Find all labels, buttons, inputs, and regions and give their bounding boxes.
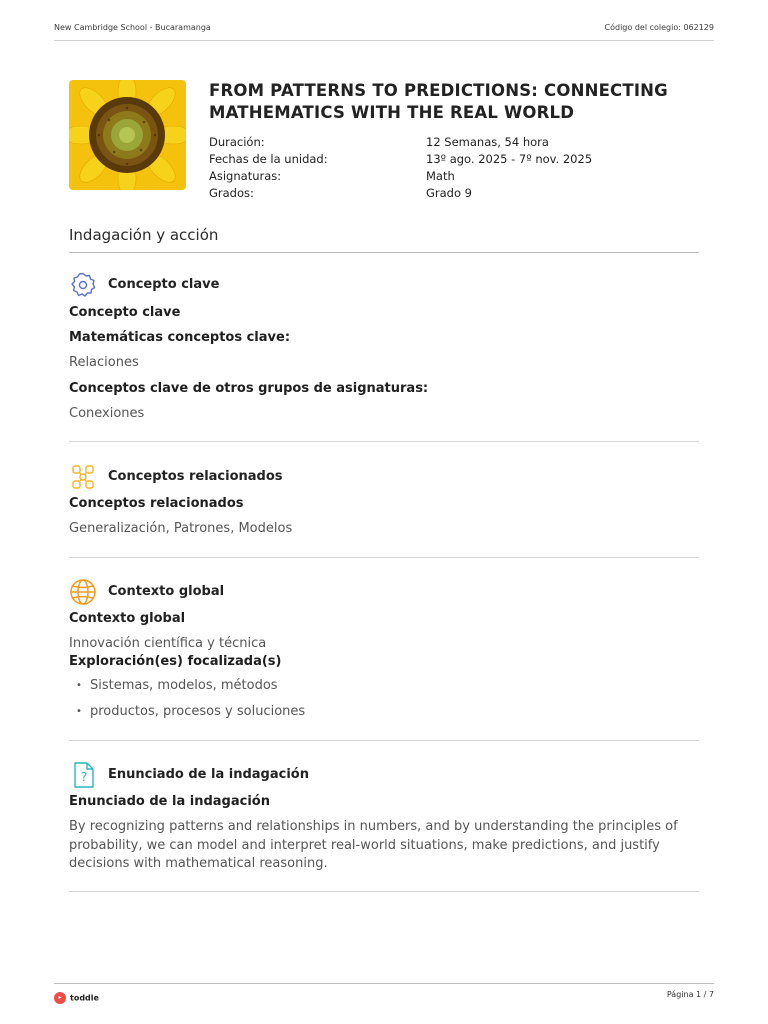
other-key-concepts-value: Conexiones xyxy=(69,406,145,421)
inquiry-statement-text xyxy=(69,818,678,874)
unit-title: FROM PATTERNS TO PREDICTIONS: CONNECTING MATHEMATICS WITH THE REAL WORLD xyxy=(209,81,668,122)
key-concept-subtitle: Concepto clave xyxy=(69,305,181,320)
meta-value: Grado 9 xyxy=(426,186,472,200)
sunflower-image xyxy=(69,80,186,190)
meta-row-subjects xyxy=(209,169,689,186)
meta-row-duration xyxy=(209,135,689,152)
related-concepts-header-label: Conceptos relacionados xyxy=(108,469,283,484)
meta-label: Asignaturas: xyxy=(209,169,282,183)
meta-label: Fechas de la unidad: xyxy=(209,152,328,166)
key-concept-header xyxy=(69,271,699,299)
brand-name: toddle xyxy=(70,993,99,1003)
section-title: Indagación y acción xyxy=(69,226,699,253)
explorations-list xyxy=(69,673,305,725)
svg-text:?: ? xyxy=(80,770,88,784)
inquiry-statement-header-label: Enunciado de la indagación xyxy=(108,767,309,782)
inquiry-statement-block xyxy=(69,761,699,871)
global-context-block xyxy=(69,578,699,719)
global-context-header xyxy=(69,578,699,606)
inquiry-statement-subtitle: Enunciado de la indagación xyxy=(69,794,270,809)
page-header xyxy=(54,20,714,41)
related-concepts-value: Generalización, Patrones, Modelos xyxy=(69,521,293,536)
page-footer xyxy=(54,983,714,1014)
key-concept-block xyxy=(69,271,699,421)
school-code: Código del colegio: 062129 xyxy=(604,23,714,32)
brand-mark-icon: ▸ xyxy=(54,992,66,1004)
math-key-concepts-label: Matemáticas conceptos clave: xyxy=(69,330,291,345)
global-context-subtitle: Contexto global xyxy=(69,611,186,626)
school-name: New Cambridge School - Bucaramanga xyxy=(54,23,211,32)
page-number: Página 1 / 7 xyxy=(666,990,714,999)
divider xyxy=(69,441,699,442)
globe-icon xyxy=(69,578,97,606)
related-concepts-block xyxy=(69,463,699,536)
divider xyxy=(69,891,699,892)
question-document-icon xyxy=(69,761,97,789)
meta-label: Duración: xyxy=(209,135,265,149)
meta-label: Grados: xyxy=(209,186,254,200)
inquiry-line: decisions with mathematical reasoning. xyxy=(69,856,328,871)
related-concepts-header xyxy=(69,463,699,491)
network-icon xyxy=(69,463,97,491)
gear-icon xyxy=(69,271,97,299)
related-concepts-subtitle: Conceptos relacionados xyxy=(69,496,244,511)
inquiry-statement-header xyxy=(69,761,699,789)
key-concept-header-label: Concepto clave xyxy=(108,277,220,292)
meta-row-grades xyxy=(209,186,689,203)
brand-logo xyxy=(54,992,99,1004)
explorations-label: Exploración(es) focalizada(s) xyxy=(69,654,282,669)
meta-row-dates xyxy=(209,152,689,169)
other-key-concepts-label: Conceptos clave de otros grupos de asignaturas: xyxy=(69,381,429,396)
divider xyxy=(69,557,699,558)
list-item: • Sistemas, modelos, métodos xyxy=(69,673,305,699)
global-context-value: Innovación científica y técnica xyxy=(69,636,267,651)
meta-value: 13º ago. 2025 - 7º nov. 2025 xyxy=(426,152,593,166)
inquiry-line: probability, we can model and interpret real-world situations, make predictions, and justify xyxy=(69,837,660,853)
meta-value: 12 Semanas, 54 hora xyxy=(426,135,549,149)
math-key-concepts-value: Relaciones xyxy=(69,355,139,370)
global-context-header-label: Contexto global xyxy=(108,584,225,599)
unit-meta xyxy=(209,135,689,203)
divider xyxy=(69,740,699,741)
inquiry-line: By recognizing patterns and relationships in numbers, and by understanding the principles of xyxy=(69,819,678,834)
list-item: • productos, procesos y soluciones xyxy=(69,699,305,725)
meta-value: Math xyxy=(426,169,455,183)
